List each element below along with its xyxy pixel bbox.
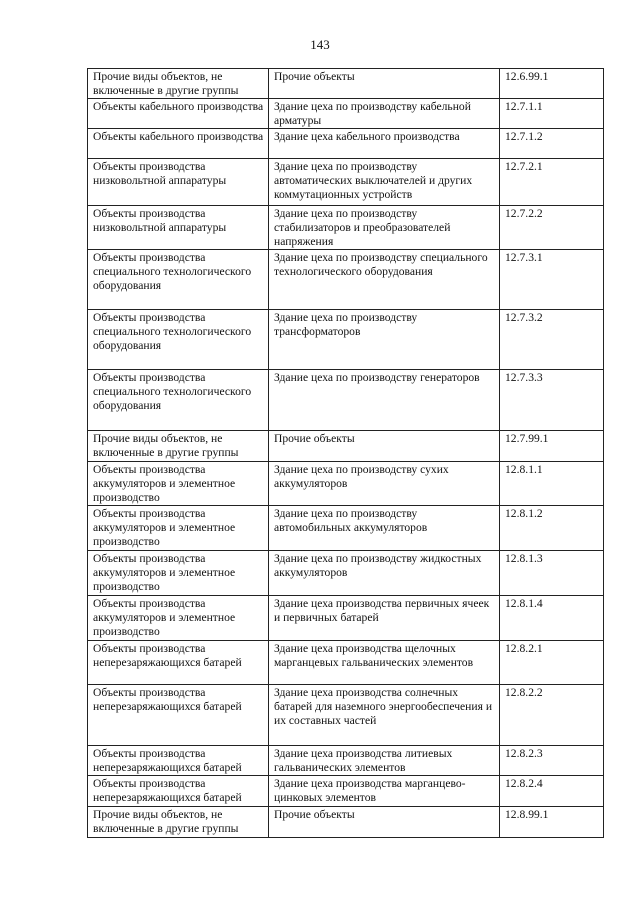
table-row [88,159,604,206]
classification-table [87,68,604,838]
table-row [88,506,604,551]
object-name-cell: Здание цеха по производству трансформаторов [269,310,500,370]
object-code-cell: 12.7.99.1 [500,431,604,462]
object-code-cell: 12.8.1.1 [500,462,604,506]
object-code-cell: 12.8.2.1 [500,641,604,685]
table-row [88,596,604,641]
table-body [88,69,604,838]
object-type-cell: Объекты производства специального технологического оборудования [88,250,269,310]
object-name-cell: Здание цеха по производству кабельной арматуры [269,99,500,129]
object-code-cell: 12.7.1.2 [500,129,604,159]
table-row [88,807,604,838]
object-type-cell: Прочие виды объектов, не включенные в другие группы [88,431,269,462]
object-type-cell: Объекты производства аккумуляторов и элементное производство [88,551,269,596]
object-code-cell: 12.8.2.2 [500,685,604,746]
object-code-cell: 12.7.3.2 [500,310,604,370]
object-name-cell: Здание цеха производства марганцево-цинковых элементов [269,776,500,807]
object-type-cell: Объекты производства аккумуляторов и элементное производство [88,596,269,641]
object-name-cell: Здание цеха по производству автоматических выключателей и других коммутационных устройств [269,159,500,206]
table-row [88,641,604,685]
table-row [88,431,604,462]
table-row [88,99,604,129]
object-name-cell: Здание цеха кабельного производства [269,129,500,159]
object-type-cell: Прочие виды объектов, не включенные в другие группы [88,807,269,838]
object-code-cell: 12.8.99.1 [500,807,604,838]
table-row [88,462,604,506]
object-code-cell: 12.7.2.1 [500,159,604,206]
object-code-cell: 12.7.1.1 [500,99,604,129]
object-type-cell: Объекты производства неперезаряжающихся батарей [88,641,269,685]
object-name-cell: Здание цеха по производству стабилизаторов и преобразователей напряжения [269,206,500,250]
object-name-cell: Здание цеха по производству автомобильных аккумуляторов [269,506,500,551]
object-name-cell: Прочие объекты [269,69,500,99]
object-type-cell: Объекты производства неперезаряжающихся батарей [88,776,269,807]
table-row [88,250,604,310]
table-row [88,746,604,776]
object-name-cell: Здание цеха по производству специального технологического оборудования [269,250,500,310]
object-type-cell: Объекты производства неперезаряжающихся батарей [88,746,269,776]
object-type-cell: Объекты производства специального технологического оборудования [88,370,269,431]
object-name-cell: Здание цеха производства солнечных батарей для наземного энергообеспечения и их составных частей [269,685,500,746]
table-row [88,776,604,807]
object-code-cell: 12.8.1.3 [500,551,604,596]
object-code-cell: 12.8.2.3 [500,746,604,776]
object-name-cell: Здание цеха по производству жидкостных аккумуляторов [269,551,500,596]
object-type-cell: Объекты производства низковольтной аппаратуры [88,159,269,206]
object-name-cell: Здание цеха производства первичных ячеек и первичных батарей [269,596,500,641]
object-name-cell: Прочие объекты [269,431,500,462]
object-code-cell: 12.8.1.2 [500,506,604,551]
object-name-cell: Здание цеха по производству генераторов [269,370,500,431]
table-row [88,129,604,159]
object-type-cell: Объекты производства специального технологического оборудования [88,310,269,370]
object-code-cell: 12.7.3.1 [500,250,604,310]
table-row [88,69,604,99]
object-code-cell: 12.7.3.3 [500,370,604,431]
object-type-cell: Объекты кабельного производства [88,99,269,129]
object-code-cell: 12.8.2.4 [500,776,604,807]
object-code-cell: 12.6.99.1 [500,69,604,99]
page-number: 143 [310,37,330,52]
object-type-cell: Объекты кабельного производства [88,129,269,159]
object-name-cell: Здание цеха производства щелочных марганцевых гальванических элементов [269,641,500,685]
object-type-cell: Объекты производства низковольтной аппаратуры [88,206,269,250]
table-row [88,310,604,370]
object-name-cell: Здание цеха по производству сухих аккумуляторов [269,462,500,506]
object-type-cell: Прочие виды объектов, не включенные в другие группы [88,69,269,99]
object-name-cell: Здание цеха производства литиевых гальванических элементов [269,746,500,776]
table-row [88,370,604,431]
object-code-cell: 12.7.2.2 [500,206,604,250]
object-name-cell: Прочие объекты [269,807,500,838]
table-row [88,206,604,250]
object-type-cell: Объекты производства аккумуляторов и элементное производство [88,462,269,506]
table-row [88,551,604,596]
object-type-cell: Объекты производства аккумуляторов и элементное производство [88,506,269,551]
object-type-cell: Объекты производства неперезаряжающихся батарей [88,685,269,746]
table-row [88,685,604,746]
object-code-cell: 12.8.1.4 [500,596,604,641]
